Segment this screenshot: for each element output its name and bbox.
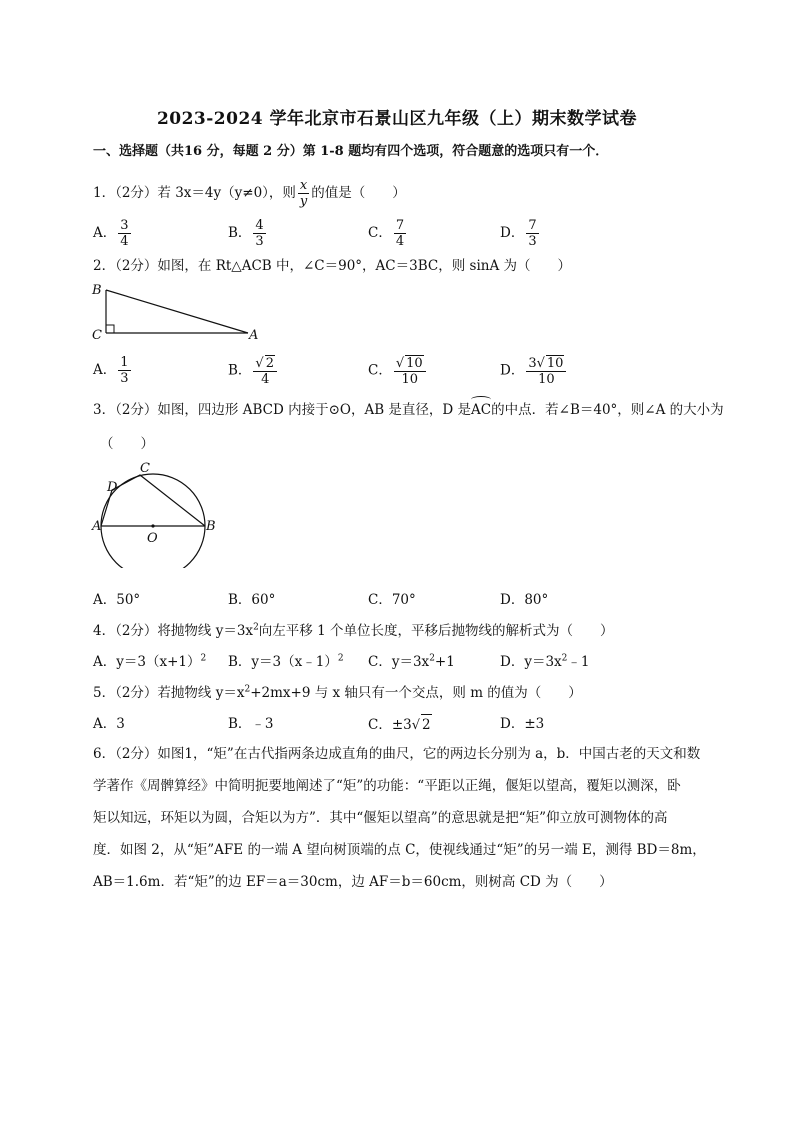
- q1-stem-end: 的值是（ ）: [311, 185, 406, 201]
- q3-answer-paren: （ ）: [100, 436, 154, 452]
- question-6-line-1: 6．（2分）如图1，“矩”在古代指两条边成直角的曲尺，它的两边长分别为 a，b．中国古老的天文和数: [93, 746, 701, 762]
- q4-option-b[interactable]: B．y＝3（x﹣1）$^2$: [228, 653, 344, 670]
- q1-option-b[interactable]: B． $\frac{4}{3}$: [228, 218, 264, 249]
- q3-option-b[interactable]: B．60°: [228, 592, 276, 608]
- q5-option-a[interactable]: A．3: [93, 716, 125, 732]
- q2-label-a: A: [249, 328, 259, 342]
- q3-label-a: A: [92, 519, 102, 534]
- q3-label-c: C: [140, 461, 150, 476]
- question-6-line-2: 学著作《周髀算经》中简明扼要地阐述了“矩”的功能：“平距以正绳，偃矩以望高，覆矩以测深，卧: [93, 778, 681, 794]
- q2-option-b[interactable]: B． $\frac{√ 2}{4}$: [228, 355, 279, 387]
- q2-option-c[interactable]: C． $\frac{√ 10}{10}$: [368, 355, 428, 387]
- question-5: 5．（2分）若抛物线 $y=x^2+2mx+9$ 与 x 轴只有一个交点，则 m 的值为（ ）: [93, 684, 582, 701]
- q3-option-a[interactable]: A．50°: [93, 592, 141, 608]
- q3-label-o: O: [147, 531, 158, 546]
- q4-option-c[interactable]: C．$y=3x^2+1$: [368, 653, 455, 670]
- q1-option-c[interactable]: C． $\frac{7}{4}$: [368, 218, 405, 249]
- q1-option-d[interactable]: D． $\frac{7}{3}$: [500, 218, 537, 249]
- q5-option-c[interactable]: C．±3√ 2: [368, 714, 432, 736]
- q4-option-d[interactable]: D．$y=3x^2﹣1$: [500, 653, 590, 670]
- q2-label-c: C: [92, 328, 102, 342]
- section-heading: 一、选择题（共16 分，每题 2 分）第 1-8 题均有四个选项，符合题意的选项只有一个．: [93, 144, 609, 159]
- question-3: 3．（2分）如图，四边形 ABCD 内接于⊙O，AB 是直径，D 是AC的中点．若∠B＝40°，则∠A 的大小为: [93, 402, 724, 418]
- q3-option-c[interactable]: C．70°: [368, 592, 416, 608]
- q2-option-d[interactable]: D． $\frac{3√ 10}{10}$: [500, 355, 568, 387]
- q3-label-b: B: [206, 519, 216, 534]
- q1-fraction: $\frac{x}{y}$: [299, 178, 308, 209]
- q3-option-d[interactable]: D．80°: [500, 592, 549, 608]
- q1-stem: 1．（2分）若 3x＝4y（y≠0），则: [93, 185, 296, 201]
- question-4: 4．（2分）将抛物线 $y=3x^2$向左平移 1 个单位长度，平移后抛物线的解析式为（ ）: [93, 622, 614, 639]
- q2-label-b: B: [92, 283, 102, 298]
- q3-circle-figure: [88, 458, 228, 568]
- question-6-line-5: AB＝1.6m．若“矩”的边 EF＝a＝30cm，边 AF＝b＝60cm，则树高 CD 为（ ）: [93, 874, 613, 890]
- q5-option-b[interactable]: B．﹣3: [228, 716, 274, 732]
- q5-option-d[interactable]: D．±3: [500, 716, 545, 732]
- q3-label-d: D: [107, 480, 118, 495]
- exam-title: 2023-2024 学年北京市石景山区九年级（上）期末数学试卷: [156, 109, 638, 129]
- q1-option-a[interactable]: A． $\frac{3}{4}$: [93, 218, 129, 249]
- q4-option-a[interactable]: A．$y=3(x+1)^2$: [93, 653, 207, 670]
- question-1: [93, 178, 406, 209]
- q2-triangle-figure: [88, 280, 268, 342]
- question-6-line-3: 矩以知远，环矩以为圆，合矩以为方”．其中“偃矩以望高”的意思就是把“矩”仰立放可测物体的高: [93, 810, 668, 826]
- q3-arc-ac: AC: [471, 402, 492, 418]
- question-2: 2．（2分）如图，在 Rt△ACB 中，∠C＝90°，AC＝3BC，则 sinA 为（ ）: [93, 258, 571, 274]
- q2-option-a[interactable]: A． $\frac{1}{3}$: [93, 355, 129, 386]
- question-6-line-4: 度．如图 2，从“矩”AFE 的一端 A 望向树顶端的点 C，使视线通过“矩”的另一端 E，测得 BD＝8m，: [93, 842, 706, 858]
